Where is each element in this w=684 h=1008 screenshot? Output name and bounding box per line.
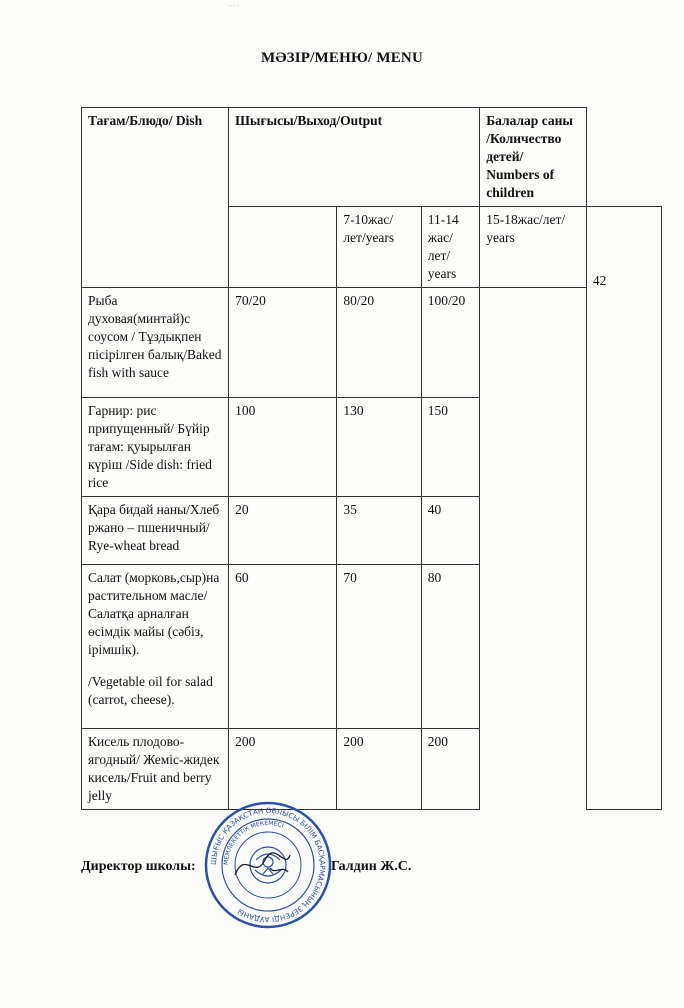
signature-scribble (230, 840, 310, 890)
output-7-10: 200 (229, 729, 337, 810)
dish-name-main: Салат (морковь,сыр)на растительном масле/ Салатқа арналған өсімдік майы (сәбіз, ірімшік). (88, 570, 220, 657)
table-row (82, 497, 662, 565)
output-11-14: 200 (337, 729, 421, 810)
output-11-14: 80/20 (337, 288, 421, 398)
dish-name: Гарнир: рис припущенный/ Бүйір тағам: қуырылған күріш /Side dish: fried rice (82, 398, 229, 497)
table-row (82, 288, 662, 398)
age-group-1: 7-10жас/лет/years (337, 207, 421, 288)
output-15-18: 200 (421, 729, 479, 810)
stamp-inner-text: МЕМЛЕКЕТТІК МЕКЕМЕСІ (222, 819, 285, 866)
children-count (586, 207, 661, 810)
age-group-3: 15-18жас/лет/ years (480, 207, 587, 288)
dish-name: Рыба духовая(минтай)с соусом / Тұздықпен пісірілген балық/Baked fish with sauce (82, 288, 229, 398)
table-row (82, 398, 662, 497)
dish-name: Қара бидай наны/Хлеб ржано – пшеничный/ Rye-wheat bread (82, 497, 229, 565)
spacer (88, 659, 222, 673)
scan-marks: ··· · (228, 2, 240, 10)
output-15-18: 80 (421, 565, 479, 729)
output-15-18: 40 (421, 497, 479, 565)
dish-name (82, 565, 229, 729)
dish-name: Кисель плодово-ягодный/ Жеміс-жидек кисель/Fruit and berry jelly (82, 729, 229, 810)
menu-table (81, 107, 662, 810)
header-children: Балалар саны /Количество детей/ Numbers of children (480, 108, 587, 207)
director-name: Галдин Ж.С. (331, 859, 412, 874)
output-11-14: 35 (337, 497, 421, 565)
header-dish: Тағам/Блюдо/ Dish (82, 108, 229, 288)
output-11-14: 130 (337, 398, 421, 497)
output-11-14: 70 (337, 565, 421, 729)
children-count-value: 42 (592, 273, 607, 288)
header-output: Шығысы/Выход/Output (229, 108, 480, 207)
director-label: Директор школы: (81, 859, 196, 874)
output-7-10: 70/20 (229, 288, 337, 398)
table-row (82, 729, 662, 810)
header-dish-cont (229, 207, 337, 288)
stamp-outer-text: ШЫҒЫС ҚАЗАҚСТАН ОБЛЫСЫ БІЛІМ БАСҚАРМАСЫНЫҢ ЗЕРЕНДІ АУДАНЫ (208, 805, 328, 925)
table-header-row (82, 108, 662, 207)
output-15-18: 150 (421, 398, 479, 497)
output-7-10: 20 (229, 497, 337, 565)
age-group-2: 11-14 жас/лет/ years (421, 207, 479, 288)
output-7-10: 60 (229, 565, 337, 729)
output-15-18: 100/20 (421, 288, 479, 398)
output-7-10: 100 (229, 398, 337, 497)
dish-name-extra: /Vegetable oil for salad (carrot, cheese). (88, 674, 213, 707)
page-title: МӘЗІР/МЕНЮ/ MENU (261, 50, 423, 66)
table-row (82, 565, 662, 729)
